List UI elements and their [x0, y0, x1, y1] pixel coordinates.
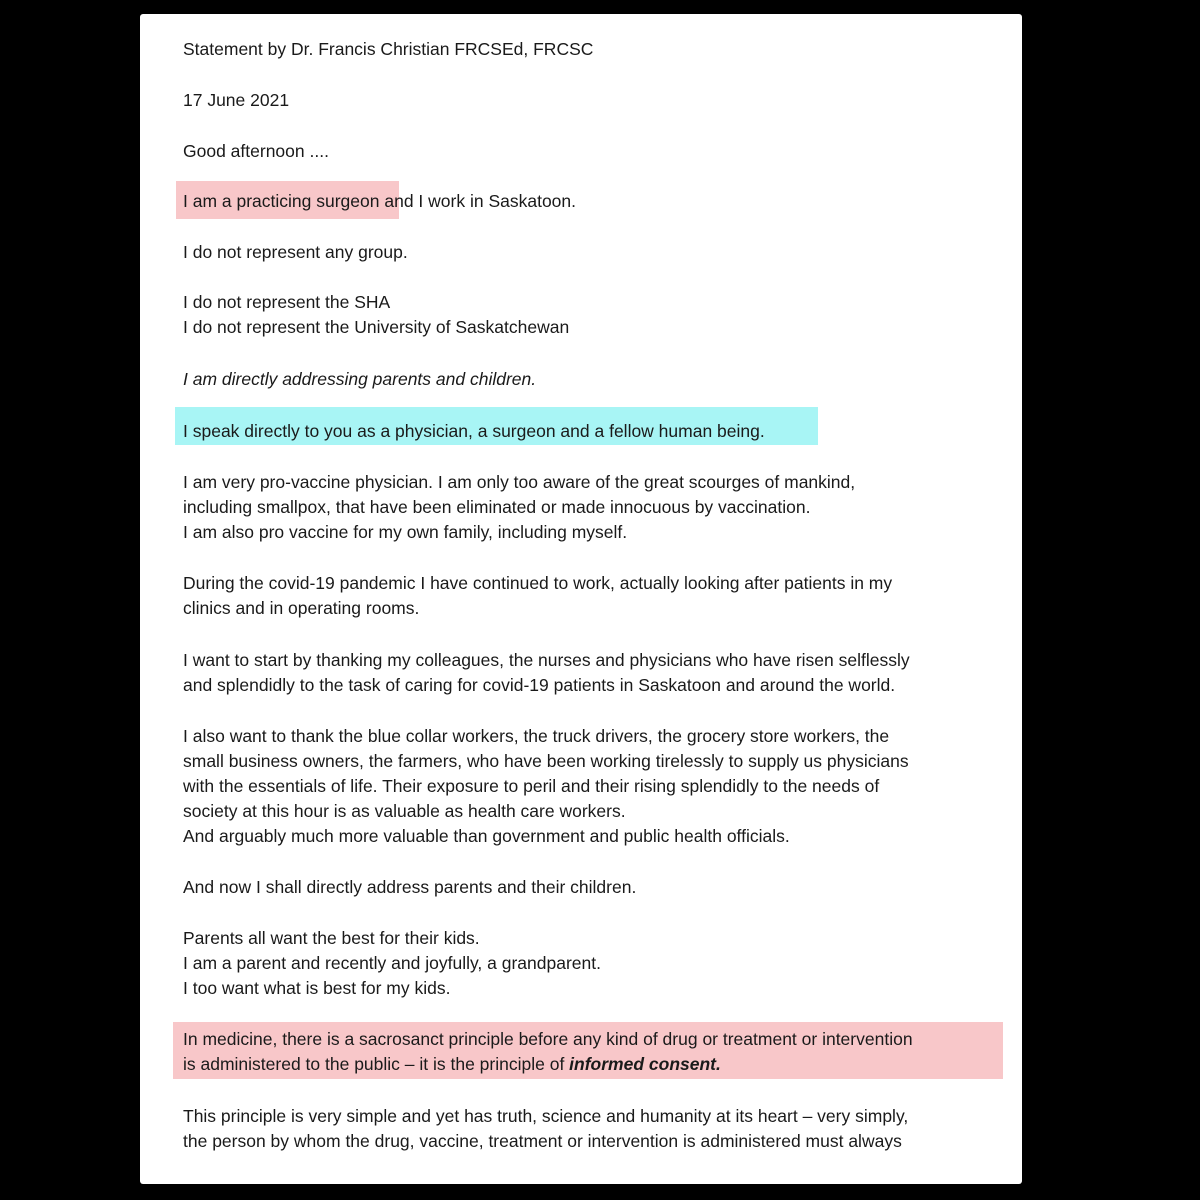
paragraph-address-parents: And now I shall directly address parents and their children. [183, 877, 637, 897]
paragraph-thanks-workers-line: small business owners, the farmers, who have been working tirelessly to supply us physicians [183, 751, 909, 771]
paragraph-thanks-workers-line: with the essentials of life. Their exposure to peril and their rising splendidly to the needs of [183, 776, 880, 796]
paragraph-addressing-parents: I am directly addressing parents and children. [183, 369, 537, 389]
paragraph-no-group: I do not represent any group. [183, 242, 408, 262]
paragraph-no-university: I do not represent the University of Saskatchewan [183, 317, 570, 337]
paragraph-thanks-workers-line: And arguably much more valuable than government and public health officials. [183, 826, 790, 846]
informed-consent-emphasis: informed consent. [569, 1054, 721, 1074]
paragraph-pro-vaccine-line: including smallpox, that have been eliminated or made innocuous by vaccination. [183, 497, 811, 517]
paragraph-rest: and I work in Saskatoon. [379, 191, 576, 211]
document-date: 17 June 2021 [183, 90, 290, 110]
paragraph-simple-principle-line: the person by whom the drug, vaccine, treatment or intervention is administered must always [183, 1131, 902, 1151]
paragraph-practicing-surgeon [183, 189, 576, 214]
document-page [140, 14, 1022, 1184]
paragraph-parents-line: I am a parent and recently and joyfully, a grandparent. [183, 953, 601, 973]
paragraph-principle-line: In medicine, there is a sacrosanct principle before any kind of drug or treatment or intervention [183, 1029, 913, 1049]
paragraph-speak-directly: I speak directly to you as a physician, a surgeon and a fellow human being. [183, 421, 765, 441]
highlighted-phrase: I am a practicing surgeon [183, 191, 380, 211]
paragraph-parents-line: I too want what is best for my kids. [183, 978, 451, 998]
paragraph-thanks-workers-line: society at this hour is as valuable as health care workers. [183, 801, 626, 821]
paragraph-parents-line: Parents all want the best for their kids. [183, 928, 480, 948]
paragraph-thanks-colleagues-line: I want to start by thanking my colleagues, the nurses and physicians who have risen selflessly [183, 650, 910, 670]
paragraph-thanks-colleagues-line: and splendidly to the task of caring for covid-19 patients in Saskatoon and around the world. [183, 675, 896, 695]
greeting: Good afternoon .... [183, 141, 329, 161]
paragraph-pandemic-line: During the covid-19 pandemic I have continued to work, actually looking after patients in my [183, 573, 893, 593]
paragraph-pandemic-line: clinics and in operating rooms. [183, 598, 420, 618]
paragraph-thanks-workers-line: I also want to thank the blue collar workers, the truck drivers, the grocery store workers, the [183, 726, 890, 746]
paragraph-pro-vaccine-line: I am very pro-vaccine physician. I am only too aware of the great scourges of mankind, [183, 472, 856, 492]
paragraph-simple-principle-line: This principle is very simple and yet has truth, science and humanity at its heart – very simply, [183, 1106, 909, 1126]
document-title: Statement by Dr. Francis Christian FRCSEd, FRCSC [183, 39, 594, 59]
paragraph-no-sha: I do not represent the SHA [183, 292, 391, 312]
principle-text: is administered to the public – it is the principle of [183, 1054, 570, 1074]
paragraph-principle-line [183, 1052, 721, 1077]
paragraph-pro-vaccine-line: I am also pro vaccine for my own family, including myself. [183, 522, 628, 542]
